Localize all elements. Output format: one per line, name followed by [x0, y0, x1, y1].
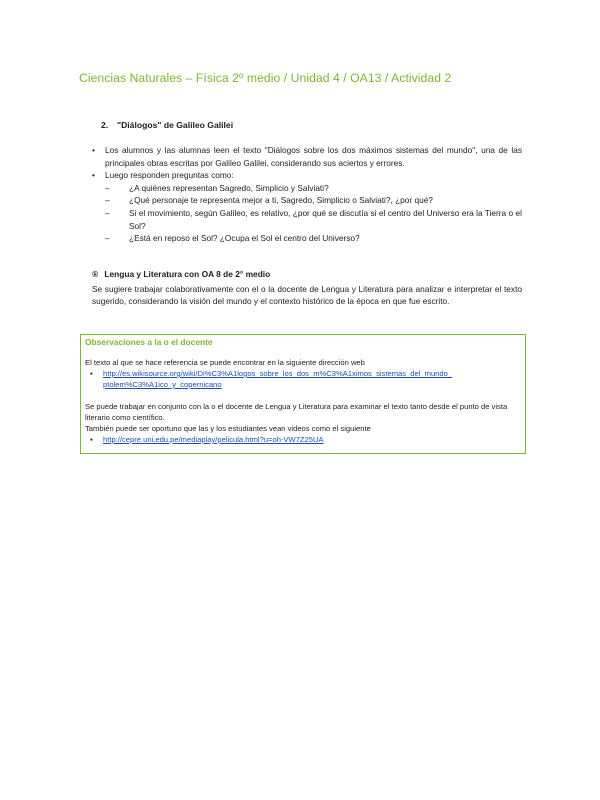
- wikisource-link[interactable]: http://es.wikisource.org/wiki/Di%C3%A1logos_sobre_los_dos_m%C3%A1ximos_sistemas_del_mundo_: [103, 369, 453, 378]
- question-text: ¿A quiénes representan Sagredo, Simplicio y Salviati?: [129, 182, 329, 193]
- observations-paragraph: Se puede trabajar en conjunto con la o el docente de Lengua y Literatura para examinar el texto tanto desde el punto de vista literario como científico.: [85, 402, 508, 422]
- question-text: Si el movimiento, según Galileo, es relativo, ¿por qué se discutía si el centro del Universo era la Tierra o el Sol?: [129, 207, 522, 231]
- observations-paragraph: También puede ser oportuno que las y los estudiantes vean videos como el siguiente: [85, 424, 371, 433]
- link-item: [85, 368, 521, 390]
- question-item: [92, 207, 522, 232]
- page-header: Ciencias Naturales – Física 2º medio / Unidad 4 / OA13 / Actividad 2: [79, 71, 452, 85]
- bullet-icon: •: [92, 145, 95, 155]
- registered-icon: ®: [92, 269, 99, 279]
- video-link[interactable]: http://cepre.uni.edu.pe/mediaplay/pelicula.html?u=oh-VW7Z25UA: [103, 435, 324, 444]
- question-item: [92, 194, 522, 207]
- dash-icon: –: [105, 182, 110, 193]
- section-title-text: "Diálogos" de Galileo Galilei: [117, 120, 234, 130]
- section-title: [101, 120, 233, 130]
- section-number: 2.: [101, 120, 109, 130]
- bullet-icon: •: [92, 170, 95, 181]
- question-text: ¿Está en reposo el Sol? ¿Ocupa el Sol el centro del Universo?: [129, 233, 360, 244]
- wikisource-link-continued[interactable]: ptolem%C3%A1ico_y_copernicano: [103, 380, 222, 389]
- question-item: [92, 182, 522, 195]
- dash-icon: –: [105, 207, 110, 218]
- observations-body: [85, 357, 521, 445]
- question-text: ¿Qué personaje te representa mejor a ti, Sagredo, Simplicio o Salviati?, ¿por qué?: [129, 195, 433, 206]
- link-item: [85, 434, 521, 445]
- lengua-section: [92, 268, 522, 308]
- list-item-text: Los alumnos y las alumnas leen el texto "Diálogos sobre los dos máximos sistemas del mundo", una de las principales obras escritas por Galileo Galilei, considerando sus aciertos y errores.: [105, 145, 522, 168]
- lengua-title: [92, 268, 522, 281]
- observations-intro: El texto al que se hace referencia se puede encontrar en la siguiente dirección web: [85, 358, 365, 367]
- square-bullet-icon: ▪: [90, 435, 93, 444]
- list-item: [92, 169, 522, 182]
- lengua-title-text: Lengua y Literatura con OA 8 de 2° medio: [104, 269, 271, 279]
- question-item: [92, 232, 522, 245]
- activity-list: [92, 144, 522, 245]
- lengua-paragraph: Se sugiere trabajar colaborativamente con el o la docente de Lengua y Literatura para analizar e interpretar el texto sugerido, considerando la visión del mundo y el contexto histórico de la época en que fue escrito.: [92, 283, 522, 307]
- list-item-text: Luego responden preguntas como:: [105, 170, 234, 181]
- square-bullet-icon: ▪: [90, 369, 93, 378]
- dash-icon: –: [105, 233, 110, 244]
- list-item: [92, 144, 522, 169]
- observations-box: [80, 334, 526, 454]
- observations-title: Observaciones a la o el docente: [85, 337, 213, 347]
- dash-icon: –: [105, 195, 110, 206]
